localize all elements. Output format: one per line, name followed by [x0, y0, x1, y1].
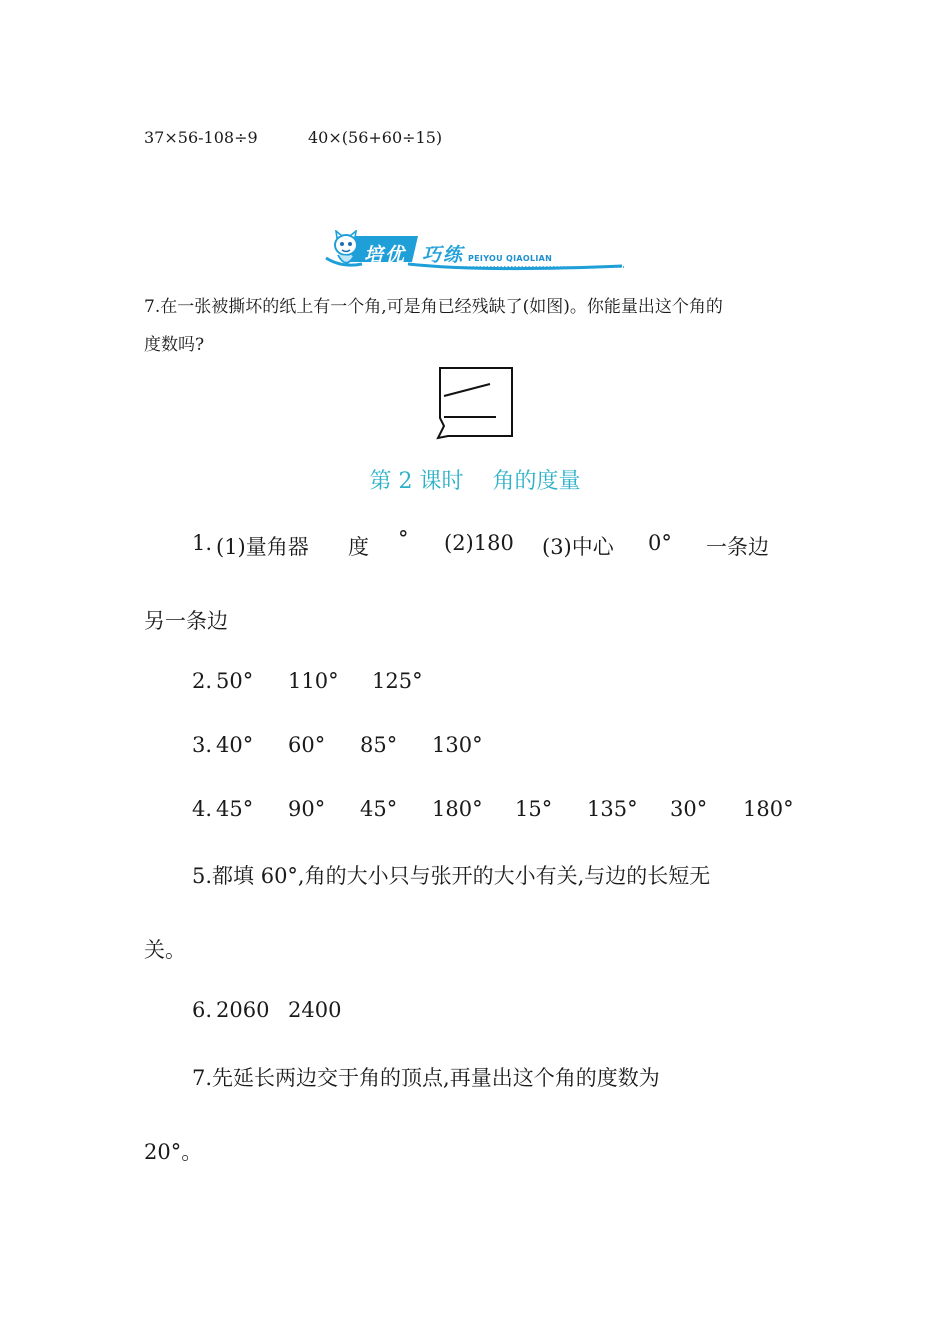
answer-2-value: 110° — [288, 669, 339, 693]
answer-7-line-1: 7.先延长两边交于角的顶点,再量出这个角的度数为 — [192, 1066, 660, 1090]
answer-4-value: 45° — [216, 797, 254, 821]
answer-1-part: ° — [398, 527, 409, 551]
answer-4-value: 135° — [587, 797, 638, 821]
answer-4-value: 90° — [288, 797, 326, 821]
answer-4-value: 45° — [360, 797, 398, 821]
answer-6-number: 6. — [192, 998, 213, 1022]
answer-2-value: 50° — [216, 669, 254, 693]
answer-5-line-2: 关。 — [144, 938, 186, 962]
answer-1-part: (1)量角器 — [216, 535, 309, 559]
answer-4-value: 15° — [515, 797, 553, 821]
answer-6-value: 2060 — [216, 998, 270, 1022]
expression-1: 37×56-108÷9 — [144, 128, 258, 147]
section-title: 第 2 课时 角的度量 — [369, 469, 581, 494]
answer-2-number: 2. — [192, 669, 213, 693]
cartoon-cat-mascot-icon — [328, 230, 364, 272]
answer-4-value: 30° — [670, 797, 708, 821]
answer-1-number: 1. — [192, 531, 213, 555]
answer-1-part: 一条边 — [706, 535, 769, 559]
answer-2-value: 125° — [372, 669, 423, 693]
answer-3-value: 40° — [216, 733, 254, 757]
answer-1-continuation: 另一条边 — [144, 609, 228, 633]
question-7-line-1: 7.在一张被撕坏的纸上有一个角,可是角已经残缺了(如图)。你能量出这个角的 — [144, 297, 723, 317]
answer-3-number: 3. — [192, 733, 213, 757]
answer-4-value: 180° — [743, 797, 794, 821]
peiyou-qiaolian-banner — [322, 228, 628, 276]
question-7-line-2: 度数吗? — [144, 335, 205, 355]
answer-1-part: 0° — [648, 531, 672, 555]
banner-title-part2: 巧练 — [422, 244, 465, 266]
answer-6-value: 2400 — [288, 998, 342, 1022]
answer-5-line-1: 5.都填 60°,角的大小只与张开的大小有关,与边的长短无 — [192, 864, 711, 888]
banner-title-part1: 培优 — [364, 244, 407, 266]
answer-3-value: 130° — [432, 733, 483, 757]
answer-1-part: (3)中心 — [542, 535, 614, 559]
answer-1-part: 度 — [348, 535, 369, 559]
answer-1-part: (2)180 — [444, 531, 514, 555]
banner-pinyin: PEIYOU QIAOLIAN — [468, 254, 553, 263]
torn-angle-figure — [430, 360, 524, 444]
answer-4-number: 4. — [192, 797, 213, 821]
answer-3-value: 85° — [360, 733, 398, 757]
answer-4-value: 180° — [432, 797, 483, 821]
answer-3-value: 60° — [288, 733, 326, 757]
expression-2: 40×(56+60÷15) — [308, 128, 443, 147]
answer-7-line-2: 20°。 — [144, 1140, 203, 1164]
